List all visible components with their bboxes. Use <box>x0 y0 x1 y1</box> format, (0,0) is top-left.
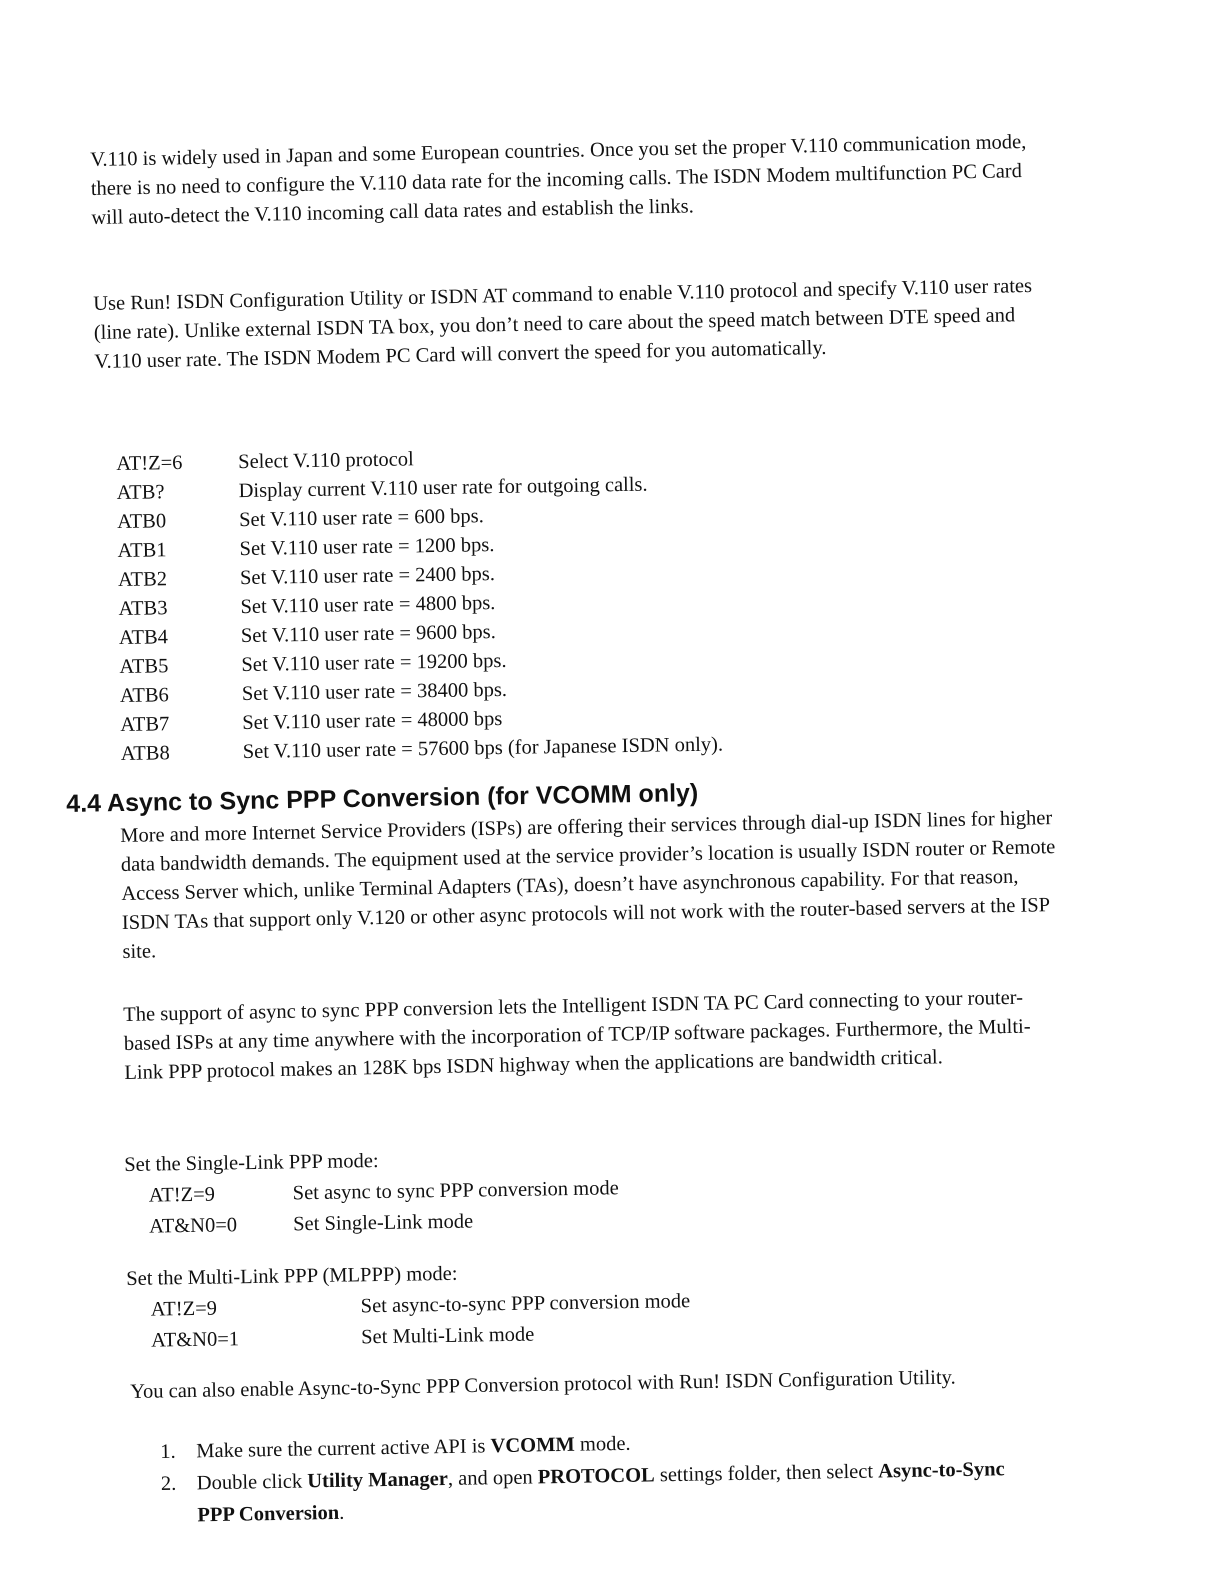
command-code: ATB8 <box>120 742 170 765</box>
command-description: Set V.110 user rate = 38400 bps. <box>241 678 508 706</box>
steps-list <box>160 1421 1022 1532</box>
command-description: Set V.110 user rate = 1200 bps. <box>239 534 495 561</box>
command-code: ATB1 <box>117 539 167 562</box>
command-code: ATB? <box>116 481 165 504</box>
section-number: 4.4 <box>66 789 102 818</box>
multi-link-block <box>126 1253 827 1357</box>
command-code: AT!Z=9 <box>150 1297 218 1321</box>
command-description: Set V.110 user rate = 600 bps. <box>238 505 484 532</box>
command-code: AT!Z=9 <box>148 1183 216 1207</box>
command-code: AT&N0=1 <box>151 1328 240 1352</box>
command-code: ATB4 <box>118 626 169 649</box>
protocol-folder-name: PROTOCOL <box>537 1464 655 1489</box>
command-description: Set Multi-Link mode <box>361 1323 535 1349</box>
command-code: ATB3 <box>118 597 168 620</box>
command-description: Set V.110 user rate = 2400 bps. <box>239 563 496 590</box>
command-code: ATB5 <box>119 655 169 678</box>
command-description: Set V.110 user rate = 9600 bps. <box>240 621 496 648</box>
command-description: Set Single-Link mode <box>293 1210 474 1236</box>
command-code: ATB6 <box>119 684 170 707</box>
command-code: AT&N0=0 <box>149 1214 238 1238</box>
intro-paragraph-v110: V.110 is widely used in Japan and some European countries. Once you set the proper V.110 communication mode, there is no need to configure the V.110 data rate for the incoming calls. The ISDN Modem multifunction PC Card will auto-detect the V.110 incoming call data rates and establish the links. <box>90 131 1027 229</box>
command-description: Set V.110 user rate = 19200 bps. <box>241 649 507 677</box>
command-description: Display current V.110 user rate for outgoing calls. <box>238 473 648 503</box>
api-mode-name: VCOMM <box>490 1433 575 1458</box>
command-description: Set async-to-sync PPP conversion mode <box>360 1290 691 1318</box>
isp-paragraph: More and more Internet Service Providers (ISPs) are offering their services through dial-up ISDN lines for higher data bandwidth demands. The equipment used at the service provider’s location is usually ISDN router or Remote Access Server which, unlike Terminal Adapters (TAs), doesn’t have asynchronous capability. For that reason, ISDN TAs that support only V.120 or other async protocols will not work with the router-based servers at the ISP site. <box>120 807 1056 963</box>
step-number: 1. <box>160 1440 176 1463</box>
single-link-label: Set the Single-Link PPP mode: <box>124 1150 379 1176</box>
section-title: Async to Sync PPP Conversion (for VCOMM only) <box>106 778 699 818</box>
multi-link-label: Set the Multi-Link PPP (MLPPP) mode: <box>126 1262 458 1290</box>
command-description: Set V.110 user rate = 48000 bps <box>242 707 503 735</box>
step-number: 2. <box>160 1472 177 1495</box>
conversion-option-name: Async-to-Sync PPP Conversion <box>197 1458 1005 1527</box>
step-text: Make sure the current active API is VCOMM mode. <box>196 1432 631 1463</box>
command-code: AT!Z=6 <box>116 451 183 475</box>
list-item <box>161 1453 1022 1532</box>
command-description: Set async to sync PPP conversion mode <box>292 1177 619 1205</box>
command-description: Select V.110 protocol <box>238 448 414 474</box>
utility-manager-name: Utility Manager <box>307 1467 449 1493</box>
ppp-support-paragraph: The support of async to sync PPP conversion lets the Intelligent ISDN TA PC Card connecting to your router-based ISPs at any time anywhere with the incorporation of TCP/IP software packages. Furthermore, the Multi-Link PPP protocol makes an 128K bps ISDN highway when the applications are bandwidth critical. <box>123 986 1031 1084</box>
step-text: Double click Utility Manager, and open PROTOCOL settings folder, then select Async-to-Sync PPP Conversion. <box>196 1458 1005 1527</box>
utility-paragraph: You can also enable Async-to-Sync PPP Conversion protocol with Run! ISDN Configuration Utility. <box>130 1366 956 1403</box>
command-code: ATB0 <box>116 510 167 533</box>
command-code: ATB2 <box>117 568 168 591</box>
v110-command-table <box>116 439 841 769</box>
command-code: ATB7 <box>120 713 170 736</box>
intro-paragraph-config: Use Run! ISDN Configuration Utility or ISDN AT command to enable V.110 protocol and specify V.110 user rates (line rate). Unlike external ISDN TA box, you don’t need to care about the speed match between DTE speed and V.110 user rate. The ISDN Modem PC Card will convert the speed for you automatically. <box>93 274 1033 373</box>
command-description: Set V.110 user rate = 57600 bps (for Japanese ISDN only). <box>242 733 724 764</box>
single-link-block <box>124 1140 765 1243</box>
command-description: Set V.110 user rate = 4800 bps. <box>240 592 496 619</box>
